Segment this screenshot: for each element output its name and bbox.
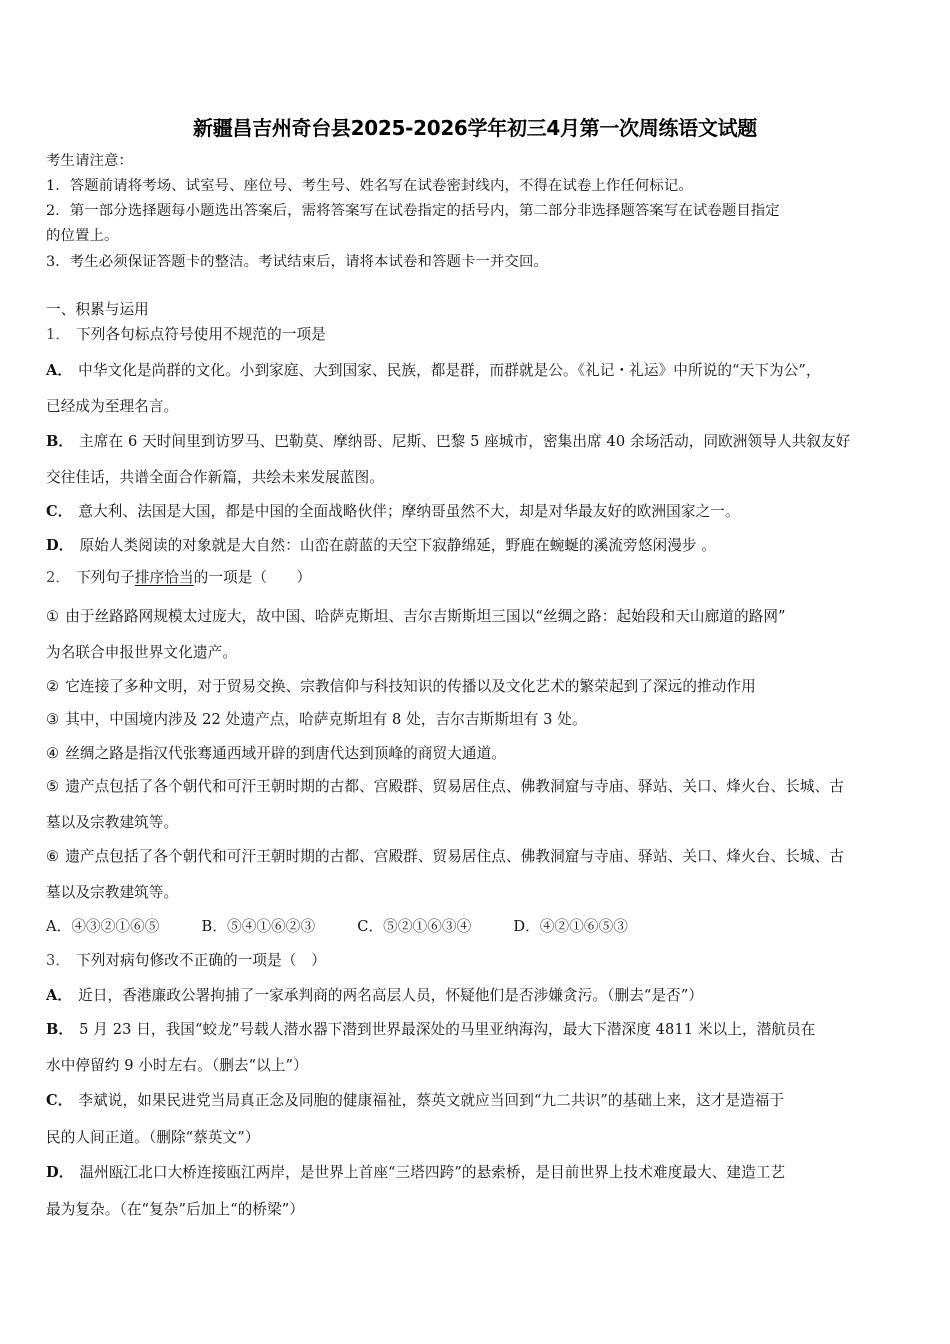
- option-text: 主席在 6 天时间里到访罗马、巴勒莫、摩纳哥、尼斯、巴黎 5 座城市，密集出席 40 余场活动，同欧洲领导人共叙友好: [79, 433, 851, 450]
- notice-item-3: 3．考生必须保证答题卡的整洁。考试结束后，请将本试卷和答题卡一并交回。: [46, 254, 548, 270]
- question-number: 3．: [46, 952, 71, 969]
- sentence-text: 遗产点包括了各个朝代和可汗王朝时期的古都、宫殿群、贸易居住点、佛教洞窟与寺庙、驿站、关口、烽火台、长城、古: [65, 778, 844, 795]
- sentence-mark: ②: [46, 678, 60, 695]
- q3-option-c-cont: 民的人间正道。（删除“蔡英文”）: [46, 1129, 260, 1146]
- q1-option-a-cont: 已经成为至理名言。: [46, 398, 179, 415]
- page-title: 新疆昌吉州奇台县2025-2026学年初三4月第一次周练语文试题: [193, 116, 757, 140]
- question-text: 下列句子: [76, 569, 135, 586]
- section-heading: 一、积累与运用: [46, 301, 149, 318]
- q2-sentence-1-cont: 为名联合申报世界文化遗产。: [46, 644, 238, 661]
- sentence-mark: ③: [46, 711, 60, 728]
- question-text: 下列对病句修改不正确的一项是（ ）: [76, 952, 326, 969]
- sentence-text: 它连接了多种文明，对于贸易交换、宗教信仰与科技知识的传播以及文化艺术的繁荣起到了深远的推动作用: [65, 678, 756, 695]
- notice-item-2: 2．第一部分选择题每小题选出答案后，需将答案写在试卷指定的括号内，第二部分非选择题答案写在试卷题目指定: [46, 203, 780, 219]
- sentence-mark: ①: [46, 608, 60, 625]
- sentence-mark: ⑤: [46, 778, 60, 795]
- option-text: 中华文化是尚群的文化。小到家庭、大到国家、民族，都是群，而群就是公。《礼记・礼运》中所说的“天下为公”，: [78, 362, 821, 379]
- option-text: 近日，香港廉政公署拘捕了一家承判商的两名高层人员，怀疑他们是否涉嫌贪污。（删去“是否”）: [78, 987, 704, 1004]
- q2-sentence-1: [46, 607, 916, 627]
- q1-option-a: [46, 361, 916, 381]
- q3-option-c: [46, 1091, 916, 1111]
- q2-sentence-5-cont: 墓以及宗教建筑等。: [46, 814, 179, 831]
- q1-option-b-cont: 交往佳话，共谱全面合作新篇，共绘未来发展蓝图。: [46, 469, 384, 486]
- q2-sentence-2: [46, 677, 916, 697]
- q3-option-b-cont: 水中停留约 9 小时左右。（删去“以上”）: [46, 1057, 308, 1074]
- sentence-text: 遗产点包括了各个朝代和可汗王朝时期的古都、宫殿群、贸易居住点、佛教洞窟与寺庙、驿站、关口、烽火台、长城、古: [65, 848, 844, 865]
- notice-heading: 考生请注意：: [46, 153, 133, 169]
- q2-sentence-6: [46, 847, 916, 867]
- question-keyword: 排序恰当: [134, 569, 194, 586]
- question-number: 1．: [46, 326, 71, 343]
- option-letter: B．: [46, 1021, 74, 1038]
- option-letter: A．: [46, 362, 73, 379]
- sentence-text: 由于丝路路网规模太过庞大，故中国、哈萨克斯坦、吉尔吉斯斯坦三国以“丝绸之路：起始段和天山廊道的路网”: [65, 608, 786, 625]
- option-letter: D．: [46, 537, 74, 554]
- q2-sentence-4: [46, 744, 916, 764]
- q3-option-a: [46, 986, 916, 1006]
- q2-sentence-6-cont: 墓以及宗教建筑等。: [46, 884, 179, 901]
- question-number: 2．: [46, 569, 71, 586]
- option-letter: B．: [46, 433, 74, 450]
- question-1-stem: [46, 325, 916, 345]
- choice-b: B．⑤④①⑥②③: [201, 918, 316, 935]
- option-text: 5 月 23 日，我国“蛟龙”号载人潜水器下潜到世界最深处的马里亚纳海沟，最大下潜深度 4811 米以上，潜航员在: [79, 1021, 816, 1038]
- sentence-mark: ⑥: [46, 848, 60, 865]
- option-text: 温州瓯江北口大桥连接瓯江两岸，是世界上首座“三塔四跨”的悬索桥，是目前世界上技术难度最大、建造工艺: [79, 1164, 786, 1181]
- q1-option-c: [46, 502, 916, 522]
- q1-option-d: [46, 536, 916, 556]
- sentence-text: 其中，中国境内涉及 22 处遗产点，哈萨克斯坦有 8 处，吉尔吉斯斯坦有 3 处。: [65, 711, 587, 728]
- notice-item-1: 1．答题前请将考场、试室号、座位号、考生号、姓名写在试卷密封线内，不得在试卷上作任何标记。: [46, 178, 693, 194]
- sentence-mark: ④: [46, 745, 60, 762]
- q3-option-d: [46, 1163, 916, 1183]
- choice-d: D．④②①⑥⑤③: [513, 918, 628, 935]
- q3-option-d-cont: 最为复杂。（在“复杂”后加上“的桥梁”）: [46, 1201, 305, 1218]
- question-2-stem: [46, 568, 916, 588]
- option-letter: A．: [46, 987, 73, 1004]
- option-letter: D．: [46, 1164, 74, 1181]
- choice-a: A．④③②①⑥⑤: [46, 918, 160, 935]
- choice-c: C．⑤②①⑥③④: [357, 918, 472, 935]
- question-text-end: 的一项是（ ）: [193, 569, 312, 586]
- q2-choices: [46, 917, 916, 937]
- question-3-stem: [46, 951, 916, 971]
- option-letter: C．: [46, 1092, 73, 1109]
- q3-option-b: [46, 1020, 916, 1040]
- option-text: 意大利、法国是大国，都是中国的全面战略伙伴；摩纳哥虽然不大，却是对华最友好的欧洲国家之一。: [78, 503, 740, 520]
- q2-sentence-5: [46, 777, 916, 797]
- sentence-text: 丝绸之路是指汉代张骞通西域开辟的到唐代达到顶峰的商贸大通道。: [65, 745, 507, 762]
- q2-sentence-3: [46, 710, 916, 730]
- notice-item-2-cont: 的位置上。: [46, 228, 119, 244]
- option-text: 李斌说，如果民进党当局真正念及同胞的健康福祉，蔡英文就应当回到“九二共识”的基础上来，这才是造福于: [78, 1092, 785, 1109]
- question-text: 下列各句标点符号使用不规范的一项是: [76, 326, 326, 343]
- q1-option-b: [46, 432, 916, 452]
- option-letter: C．: [46, 503, 73, 520]
- option-text: 原始人类阅读的对象就是大自然：山峦在蔚蓝的天空下寂静绵延，野鹿在蜿蜒的溪流旁悠闲漫步 。: [79, 537, 717, 554]
